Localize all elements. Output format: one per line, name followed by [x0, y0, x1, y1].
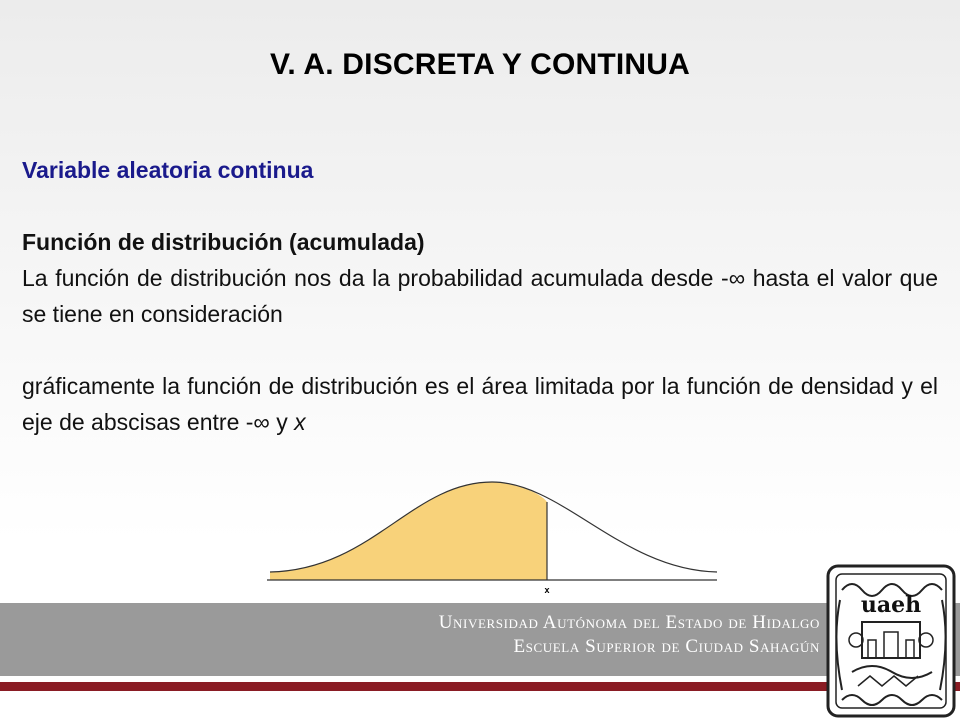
density-curve-figure	[262, 472, 722, 596]
spacer	[22, 188, 938, 224]
paragraph-graphical	[22, 368, 938, 440]
x-axis-label: x	[544, 585, 550, 595]
slide-title: V. A. DISCRETA Y CONTINUA	[269, 48, 691, 81]
paragraph-definition: La función de distribución nos da la probabilidad acumulada desde -∞ hasta el valor que se tiene en consideración	[22, 265, 938, 327]
slide-content	[22, 152, 938, 440]
paragraph-graphical-text: gráficamente la función de distribución es el área limitada por la función de densidad y el eje de abscisas entre -∞ y	[22, 373, 938, 435]
paragraph-variable: x	[294, 409, 306, 435]
subtitle: Variable aleatoria continua	[22, 157, 314, 183]
cumulative-area	[270, 482, 547, 580]
footer-accent-line	[0, 682, 960, 691]
seal-lettering: uaeh	[860, 592, 922, 618]
university-seal-logo	[822, 560, 960, 720]
spacer	[22, 332, 938, 368]
university-name: Universidad Autónoma del Estado de Hidalgo	[438, 612, 820, 633]
school-name: Escuela Superior de Ciudad Sahagún	[513, 636, 820, 657]
section-heading: Función de distribución (acumulada)	[22, 229, 425, 255]
